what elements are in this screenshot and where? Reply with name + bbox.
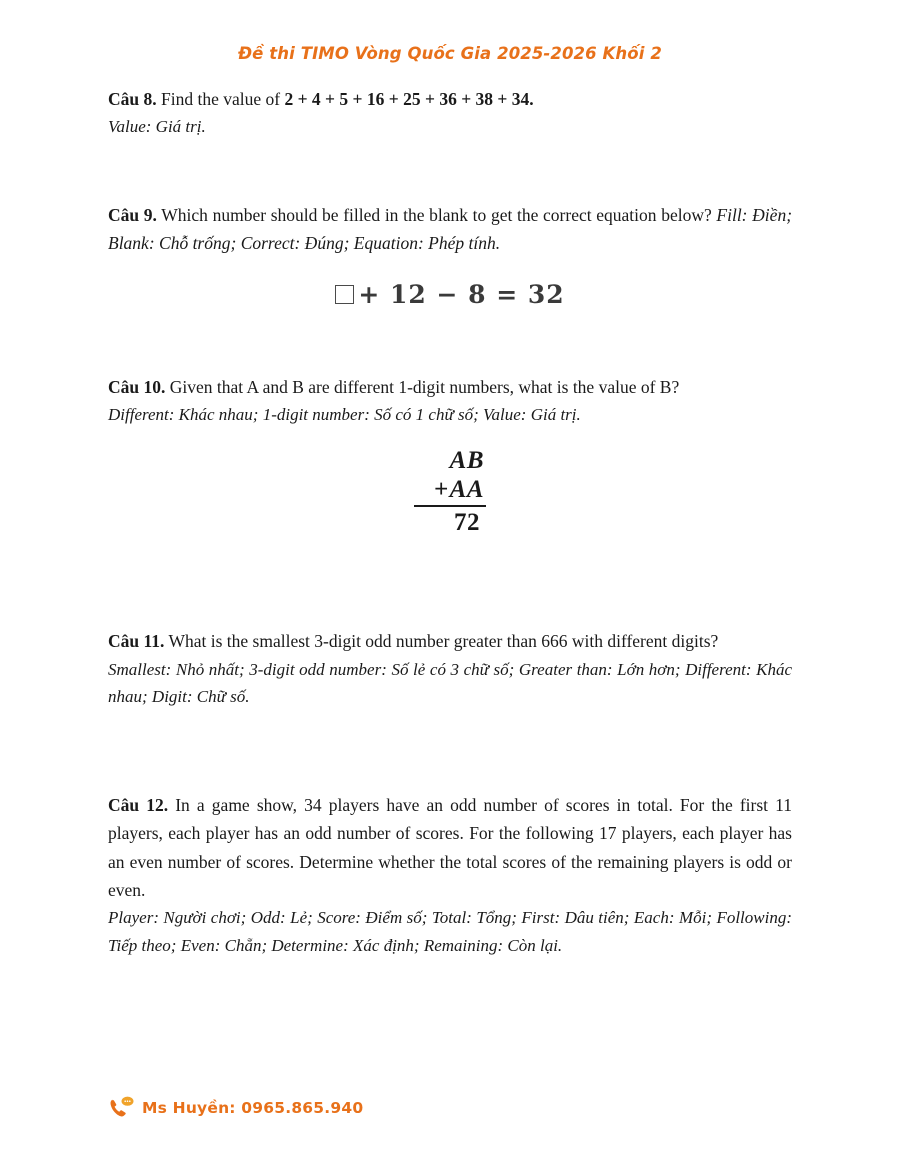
spacer xyxy=(108,537,792,601)
question-8-label: Câu 8. xyxy=(108,89,157,109)
spacer xyxy=(108,711,792,765)
vertical-sum-operator: + xyxy=(433,476,449,504)
question-8-text: Find the value of xyxy=(161,89,281,109)
question-12-label: Câu 12. xyxy=(108,794,169,815)
question-12-gloss: Player: Người chơi; Odd: Lẻ; Score: Điểm số; Total: Tổng; First: Dâu tiên; Each: Mỗi; Following: Tiếp theo; Even: Chẵn; Determine: Xác định; Remaining: Còn lại. xyxy=(108,908,792,955)
question-12-statement xyxy=(108,791,792,904)
footer-contact-label: Ms Huyền: 0965.865.940 xyxy=(142,1099,364,1117)
question-9-label: Câu 9. xyxy=(108,204,157,225)
question-block-9 xyxy=(108,201,792,309)
question-11-label: Câu 11. xyxy=(108,631,165,652)
footer-contact xyxy=(108,1096,363,1120)
vertical-sum-result: 72 xyxy=(414,505,486,537)
vertical-sum-addend-2-line xyxy=(414,475,486,504)
question-block-12 xyxy=(108,791,792,959)
question-11-text: What is the smallest 3-digit odd number greater than 666 with different digits? xyxy=(168,631,719,652)
question-12-text: In a game show, 34 players have an odd number of scores in total. For the first 11 players, each player has an odd number of scores. For the following 17 players, each player has an even number of scores. Determine whether the total scores of the remaining players is odd or even. xyxy=(108,794,793,900)
question-8-math: 2 + 4 + 5 + 16 + 25 + 36 + 38 + 34. xyxy=(284,89,534,109)
question-block-8 xyxy=(108,85,792,141)
question-11-gloss: Smallest: Nhỏ nhất; 3-digit odd number: Số lẻ có 3 chữ số; Greater than: Lớn hơn; Different: Khác nhau; Digit: Chữ số. xyxy=(108,659,792,707)
question-8-statement xyxy=(108,85,792,113)
spacer xyxy=(108,309,792,343)
question-8-gloss: Value: Giá trị. xyxy=(108,117,206,137)
question-block-11 xyxy=(108,627,792,710)
question-9-gloss: Fill: Điền; Blank: Chỗ trống; Correct: Đúng; Equation: Phép tính. xyxy=(108,204,793,254)
question-10-label: Câu 10. xyxy=(108,376,166,397)
spacer xyxy=(108,141,792,175)
document-header-title: Đề thi TIMO Vòng Quốc Gia 2025-2026 Khối 2 xyxy=(238,44,662,63)
question-11-statement xyxy=(108,627,792,655)
question-9-statement xyxy=(108,201,792,258)
question-10-statement xyxy=(108,373,792,401)
phone-icon xyxy=(108,1096,134,1120)
vertical-sum-addend-2: AA xyxy=(449,476,484,504)
question-10-gloss: Different: Khác nhau; 1-digit number: Số có 1 chữ số; Value: Giá trị. xyxy=(108,404,581,424)
question-block-10 xyxy=(108,373,792,538)
question-9-equation-rest: + 12 − 8 = 32 xyxy=(358,279,565,309)
question-10-text: Given that A and B are different 1-digit numbers, what is the value of B? xyxy=(169,376,680,397)
blank-box-icon xyxy=(335,285,354,304)
vertical-sum-addend-1: AB xyxy=(449,447,484,475)
question-10-vertical-sum xyxy=(108,446,792,537)
question-9-equation xyxy=(108,280,792,309)
question-9-text: Which number should be filled in the blank to get the correct equation below? xyxy=(161,204,712,225)
